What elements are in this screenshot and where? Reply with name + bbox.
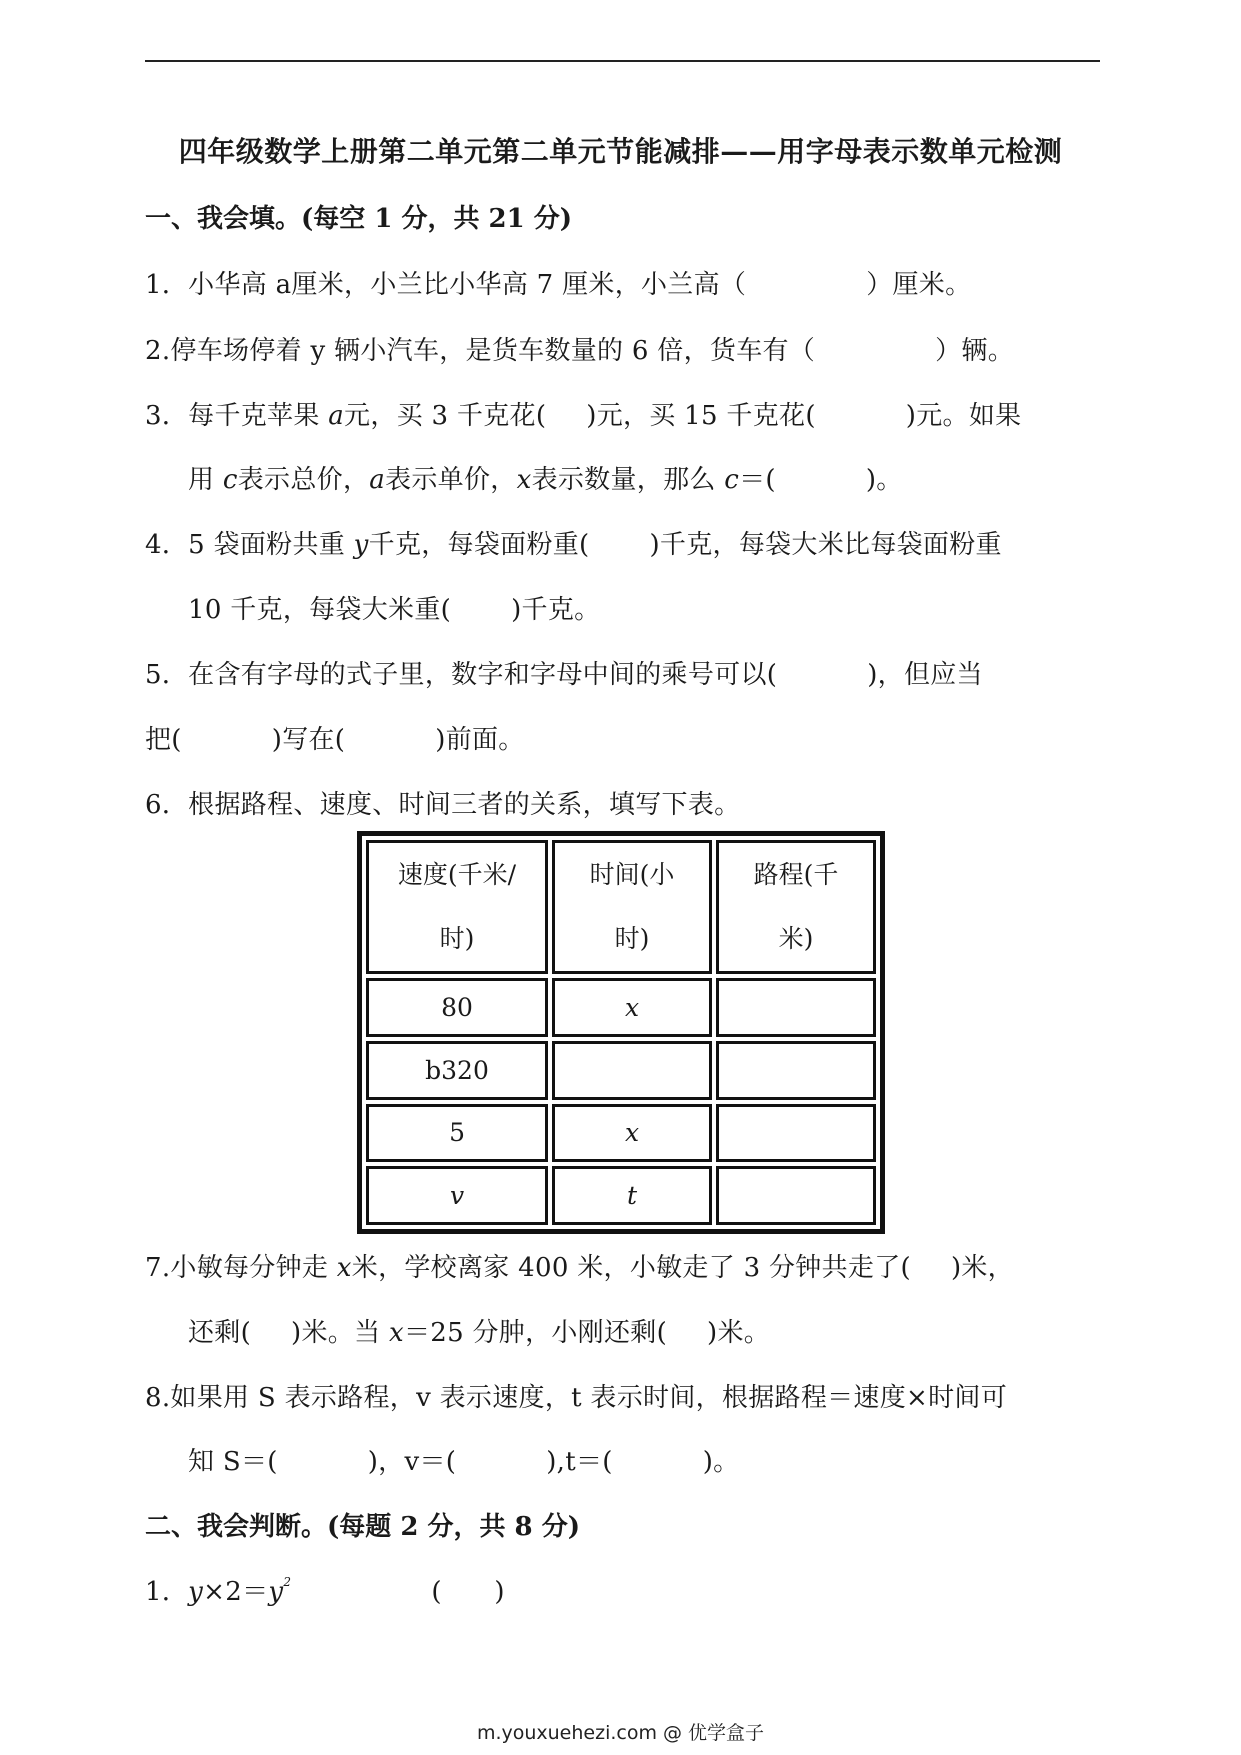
question-4-line-1: 4．5 袋面粉共重 y千克，每袋面粉重( )千克，每袋大米比每袋面粉重 xyxy=(145,530,1002,560)
section-2-heading: 二、我会判断。(每题 2 分，共 8 分) xyxy=(145,1512,580,1542)
table-cell xyxy=(552,1041,712,1100)
question-5-line-1: 5．在含有字母的式子里，数字和字母中间的乘号可以( )，但应当 xyxy=(145,660,983,690)
table-row xyxy=(366,978,876,1037)
question-5-line-2: 把( )写在( )前面。 xyxy=(145,725,525,755)
footer-watermark: m.youxuehezi.com @ 优学盒子 xyxy=(476,1722,765,1744)
table-cell xyxy=(716,1166,876,1225)
question-6: 6．根据路程、速度、时间三者的关系，填写下表。 xyxy=(145,790,741,820)
question-7-line-1: 7.小敏每分钟走 x米，学校离家 400 米，小敏走了 3 分钟共走了( )米， xyxy=(145,1253,1014,1283)
section-1-heading: 一、我会填。(每空 1 分，共 21 分) xyxy=(145,204,573,234)
page-title: 四年级数学上册第二单元第二单元节能减排——用字母表示数单元检测 xyxy=(178,135,1063,168)
table-row xyxy=(366,1166,876,1225)
question-8-line-1: 8.如果用 S 表示路程，v 表示速度，t 表示时间，根据路程＝速度×时间可 xyxy=(145,1383,1008,1413)
table-cell: v xyxy=(366,1166,548,1225)
question-2: 2.停车场停着 y 辆小汽车，是货车数量的 6 倍，货车有（ ）辆。 xyxy=(145,336,1015,366)
question-1: 1．小华高 a厘米，小兰比小华高 7 厘米，小兰高（ ）厘米。 xyxy=(145,270,972,300)
question-7-line-2: 还剩( )米。当 x＝25 分肿，小刚还剩( )米。 xyxy=(188,1318,771,1348)
answer-paren[interactable]: ( ) xyxy=(431,1577,505,1607)
table-row xyxy=(366,1104,876,1163)
table-cell: 5 xyxy=(366,1104,548,1163)
table-cell: x xyxy=(552,1104,712,1163)
table-cell xyxy=(716,978,876,1037)
question-3-line-2: 用 c表示总价，a表示单价，x表示数量，那么 c＝( )。 xyxy=(188,465,903,495)
table-header-time: 时间(小 时) xyxy=(552,840,712,974)
question-4-line-2: 10 千克，每袋大米重( )千克。 xyxy=(188,595,601,625)
table-header-distance: 路程(千 米) xyxy=(716,840,876,974)
judge-question-1: 1．$y\times 2=y^2$ ( ) xyxy=(145,1575,505,1607)
table-cell: t xyxy=(552,1166,712,1225)
table-header-speed: 速度(千米/ 时) xyxy=(366,840,548,974)
table-cell: 80 xyxy=(366,978,548,1037)
table-cell xyxy=(716,1041,876,1100)
top-rule xyxy=(145,60,1100,62)
table-cell: x xyxy=(552,978,712,1037)
table-cell xyxy=(716,1104,876,1163)
question-8-line-2: 知 S＝( )，v＝( ),t＝( )。 xyxy=(188,1447,740,1477)
table-cell: b320 xyxy=(366,1041,548,1100)
speed-time-distance-table xyxy=(357,831,885,1234)
question-3-line-1: 3．每千克苹果 a元，买 3 千克花( )元，买 15 千克花( )元。如果 xyxy=(145,401,1022,431)
table-header-row xyxy=(366,840,876,974)
table-row xyxy=(366,1041,876,1100)
